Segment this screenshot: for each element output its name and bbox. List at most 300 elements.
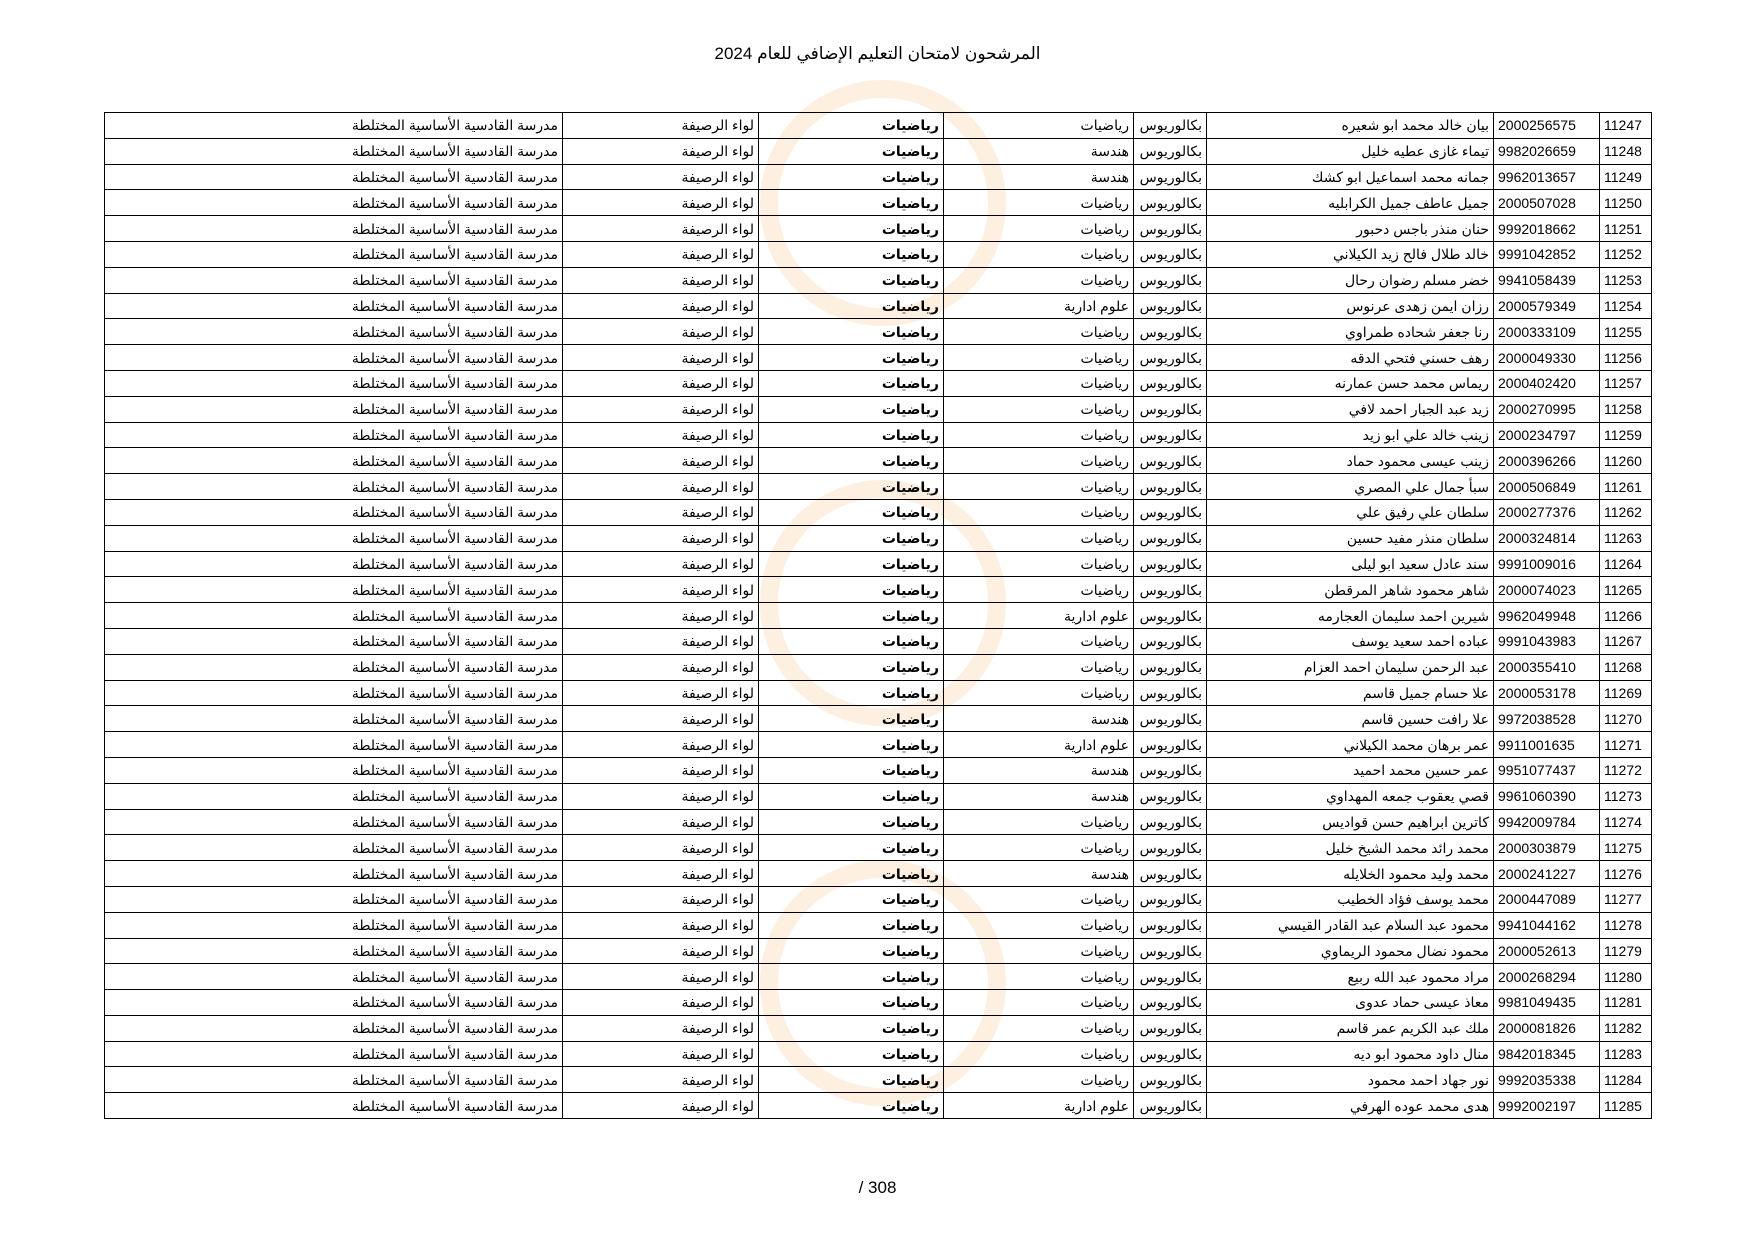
candidate-name-cell: عباده احمد سعيد يوسف xyxy=(1207,628,1494,654)
candidate-name-cell: عمر حسين محمد احميد xyxy=(1207,757,1494,783)
specialization-cell: رياضيات xyxy=(944,1067,1134,1093)
district-cell: لواء الرصيفة xyxy=(563,732,759,758)
district-cell: لواء الرصيفة xyxy=(563,783,759,809)
table-row xyxy=(105,396,1652,422)
national-id-cell: 9842018345 xyxy=(1494,1041,1600,1067)
seat-number-cell: 11266 xyxy=(1600,603,1652,629)
seat-number-cell: 11253 xyxy=(1600,267,1652,293)
degree-cell: بكالوريوس xyxy=(1134,216,1207,242)
national-id-cell: 9992035338 xyxy=(1494,1067,1600,1093)
national-id-cell: 9991042852 xyxy=(1494,241,1600,267)
seat-number-cell: 11252 xyxy=(1600,241,1652,267)
candidate-name-cell: كاترين ابراهيم حسن قواديس xyxy=(1207,809,1494,835)
school-cell: مدرسة القادسية الأساسية المختلطة xyxy=(105,345,563,371)
district-cell: لواء الرصيفة xyxy=(563,370,759,396)
exam-subject-cell: رياضيات xyxy=(759,448,944,474)
candidate-name-cell: بيان خالد محمد ابو شعيره xyxy=(1207,113,1494,139)
national-id-cell: 2000579349 xyxy=(1494,293,1600,319)
candidate-name-cell: خالد طلال فالح زيد الكيلاني xyxy=(1207,241,1494,267)
table-row xyxy=(105,964,1652,990)
table-row xyxy=(105,783,1652,809)
district-cell: لواء الرصيفة xyxy=(563,216,759,242)
school-cell: مدرسة القادسية الأساسية المختلطة xyxy=(105,448,563,474)
candidate-name-cell: جمانه محمد اسماعيل ابو كشك xyxy=(1207,164,1494,190)
district-cell: لواء الرصيفة xyxy=(563,603,759,629)
seat-number-cell: 11254 xyxy=(1600,293,1652,319)
degree-cell: بكالوريوس xyxy=(1134,886,1207,912)
school-cell: مدرسة القادسية الأساسية المختلطة xyxy=(105,551,563,577)
seat-number-cell: 11282 xyxy=(1600,1015,1652,1041)
national-id-cell: 2000396266 xyxy=(1494,448,1600,474)
exam-subject-cell: رياضيات xyxy=(759,912,944,938)
school-cell: مدرسة القادسية الأساسية المختلطة xyxy=(105,809,563,835)
specialization-cell: رياضيات xyxy=(944,654,1134,680)
candidate-name-cell: رزان ايمن زهدى عرنوس xyxy=(1207,293,1494,319)
exam-subject-cell: رياضيات xyxy=(759,190,944,216)
exam-subject-cell: رياضيات xyxy=(759,113,944,139)
table-row xyxy=(105,370,1652,396)
district-cell: لواء الرصيفة xyxy=(563,1041,759,1067)
table-row xyxy=(105,499,1652,525)
district-cell: لواء الرصيفة xyxy=(563,267,759,293)
table-row xyxy=(105,757,1652,783)
specialization-cell: رياضيات xyxy=(944,551,1134,577)
degree-cell: بكالوريوس xyxy=(1134,938,1207,964)
seat-number-cell: 11259 xyxy=(1600,422,1652,448)
seat-number-cell: 11269 xyxy=(1600,680,1652,706)
candidate-name-cell: مراد محمود عبد الله ربيع xyxy=(1207,964,1494,990)
table-row xyxy=(105,138,1652,164)
specialization-cell: رياضيات xyxy=(944,990,1134,1016)
school-cell: مدرسة القادسية الأساسية المختلطة xyxy=(105,603,563,629)
specialization-cell: رياضيات xyxy=(944,1041,1134,1067)
table-row xyxy=(105,1067,1652,1093)
exam-subject-cell: رياضيات xyxy=(759,1015,944,1041)
degree-cell: بكالوريوس xyxy=(1134,422,1207,448)
exam-subject-cell: رياضيات xyxy=(759,680,944,706)
specialization-cell: رياضيات xyxy=(944,448,1134,474)
table-row xyxy=(105,938,1652,964)
table-row xyxy=(105,603,1652,629)
seat-number-cell: 11262 xyxy=(1600,499,1652,525)
candidate-name-cell: سند عادل سعيد ابو ليلى xyxy=(1207,551,1494,577)
specialization-cell: رياضيات xyxy=(944,912,1134,938)
school-cell: مدرسة القادسية الأساسية المختلطة xyxy=(105,861,563,887)
national-id-cell: 9941058439 xyxy=(1494,267,1600,293)
table-row xyxy=(105,293,1652,319)
candidate-name-cell: ملك عبد الكريم عمر قاسم xyxy=(1207,1015,1494,1041)
table-row xyxy=(105,113,1652,139)
table-row xyxy=(105,190,1652,216)
table-row xyxy=(105,551,1652,577)
school-cell: مدرسة القادسية الأساسية المختلطة xyxy=(105,319,563,345)
specialization-cell: هندسة xyxy=(944,861,1134,887)
degree-cell: بكالوريوس xyxy=(1134,525,1207,551)
district-cell: لواء الرصيفة xyxy=(563,861,759,887)
candidate-name-cell: خضر مسلم رضوان رحال xyxy=(1207,267,1494,293)
candidate-name-cell: عمر برهان محمد الكيلاني xyxy=(1207,732,1494,758)
school-cell: مدرسة القادسية الأساسية المختلطة xyxy=(105,525,563,551)
degree-cell: بكالوريوس xyxy=(1134,783,1207,809)
district-cell: لواء الرصيفة xyxy=(563,757,759,783)
school-cell: مدرسة القادسية الأساسية المختلطة xyxy=(105,267,563,293)
school-cell: مدرسة القادسية الأساسية المختلطة xyxy=(105,1015,563,1041)
district-cell: لواء الرصيفة xyxy=(563,345,759,371)
seat-number-cell: 11248 xyxy=(1600,138,1652,164)
district-cell: لواء الرصيفة xyxy=(563,499,759,525)
candidate-name-cell: سلطان منذر مفيد حسين xyxy=(1207,525,1494,551)
school-cell: مدرسة القادسية الأساسية المختلطة xyxy=(105,654,563,680)
exam-subject-cell: رياضيات xyxy=(759,861,944,887)
candidate-name-cell: معاذ عيسى حماد عدوى xyxy=(1207,990,1494,1016)
degree-cell: بكالوريوس xyxy=(1134,319,1207,345)
exam-subject-cell: رياضيات xyxy=(759,757,944,783)
school-cell: مدرسة القادسية الأساسية المختلطة xyxy=(105,499,563,525)
school-cell: مدرسة القادسية الأساسية المختلطة xyxy=(105,938,563,964)
school-cell: مدرسة القادسية الأساسية المختلطة xyxy=(105,732,563,758)
national-id-cell: 2000053178 xyxy=(1494,680,1600,706)
specialization-cell: رياضيات xyxy=(944,113,1134,139)
specialization-cell: رياضيات xyxy=(944,938,1134,964)
table-row xyxy=(105,216,1652,242)
district-cell: لواء الرصيفة xyxy=(563,886,759,912)
national-id-cell: 2000447089 xyxy=(1494,886,1600,912)
school-cell: مدرسة القادسية الأساسية المختلطة xyxy=(105,680,563,706)
degree-cell: بكالوريوس xyxy=(1134,912,1207,938)
specialization-cell: علوم ادارية xyxy=(944,1093,1134,1119)
degree-cell: بكالوريوس xyxy=(1134,577,1207,603)
school-cell: مدرسة القادسية الأساسية المختلطة xyxy=(105,1067,563,1093)
specialization-cell: علوم ادارية xyxy=(944,293,1134,319)
seat-number-cell: 11263 xyxy=(1600,525,1652,551)
specialization-cell: رياضيات xyxy=(944,886,1134,912)
district-cell: لواء الرصيفة xyxy=(563,241,759,267)
school-cell: مدرسة القادسية الأساسية المختلطة xyxy=(105,628,563,654)
district-cell: لواء الرصيفة xyxy=(563,1067,759,1093)
district-cell: لواء الرصيفة xyxy=(563,525,759,551)
table-row xyxy=(105,474,1652,500)
seat-number-cell: 11251 xyxy=(1600,216,1652,242)
specialization-cell: رياضيات xyxy=(944,809,1134,835)
exam-subject-cell: رياضيات xyxy=(759,964,944,990)
candidate-name-cell: علا حسام جميل قاسم xyxy=(1207,680,1494,706)
school-cell: مدرسة القادسية الأساسية المختلطة xyxy=(105,113,563,139)
table-row xyxy=(105,835,1652,861)
exam-subject-cell: رياضيات xyxy=(759,886,944,912)
school-cell: مدرسة القادسية الأساسية المختلطة xyxy=(105,216,563,242)
school-cell: مدرسة القادسية الأساسية المختلطة xyxy=(105,577,563,603)
exam-subject-cell: رياضيات xyxy=(759,783,944,809)
table-row xyxy=(105,525,1652,551)
table-row xyxy=(105,886,1652,912)
specialization-cell: رياضيات xyxy=(944,345,1134,371)
exam-subject-cell: رياضيات xyxy=(759,267,944,293)
seat-number-cell: 11271 xyxy=(1600,732,1652,758)
district-cell: لواء الرصيفة xyxy=(563,938,759,964)
candidate-name-cell: محمود عبد السلام عبد القادر القيسي xyxy=(1207,912,1494,938)
candidate-name-cell: شيرين احمد سليمان العجارمه xyxy=(1207,603,1494,629)
seat-number-cell: 11255 xyxy=(1600,319,1652,345)
national-id-cell: 9992002197 xyxy=(1494,1093,1600,1119)
seat-number-cell: 11283 xyxy=(1600,1041,1652,1067)
exam-subject-cell: رياضيات xyxy=(759,628,944,654)
specialization-cell: رياضيات xyxy=(944,577,1134,603)
degree-cell: بكالوريوس xyxy=(1134,396,1207,422)
degree-cell: بكالوريوس xyxy=(1134,138,1207,164)
school-cell: مدرسة القادسية الأساسية المختلطة xyxy=(105,138,563,164)
candidate-name-cell: حنان منذر باجس دحبور xyxy=(1207,216,1494,242)
candidate-name-cell: ريماس محمد حسن عمارنه xyxy=(1207,370,1494,396)
district-cell: لواء الرصيفة xyxy=(563,1015,759,1041)
national-id-cell: 2000303879 xyxy=(1494,835,1600,861)
table-row xyxy=(105,267,1652,293)
degree-cell: بكالوريوس xyxy=(1134,370,1207,396)
national-id-cell: 9982026659 xyxy=(1494,138,1600,164)
district-cell: لواء الرصيفة xyxy=(563,319,759,345)
district-cell: لواء الرصيفة xyxy=(563,448,759,474)
national-id-cell: 9951077437 xyxy=(1494,757,1600,783)
specialization-cell: رياضيات xyxy=(944,396,1134,422)
national-id-cell: 2000355410 xyxy=(1494,654,1600,680)
school-cell: مدرسة القادسية الأساسية المختلطة xyxy=(105,241,563,267)
exam-subject-cell: رياضيات xyxy=(759,1041,944,1067)
specialization-cell: رياضيات xyxy=(944,628,1134,654)
national-id-cell: 9972038528 xyxy=(1494,706,1600,732)
exam-subject-cell: رياضيات xyxy=(759,319,944,345)
specialization-cell: هندسة xyxy=(944,783,1134,809)
candidate-name-cell: نور جهاد احمد محمود xyxy=(1207,1067,1494,1093)
candidate-name-cell: قصي يعقوب جمعه المهداوي xyxy=(1207,783,1494,809)
district-cell: لواء الرصيفة xyxy=(563,396,759,422)
exam-subject-cell: رياضيات xyxy=(759,216,944,242)
specialization-cell: رياضيات xyxy=(944,216,1134,242)
degree-cell: بكالوريوس xyxy=(1134,1015,1207,1041)
seat-number-cell: 11279 xyxy=(1600,938,1652,964)
candidate-name-cell: محمد رائد محمد الشيخ خليل xyxy=(1207,835,1494,861)
school-cell: مدرسة القادسية الأساسية المختلطة xyxy=(105,912,563,938)
national-id-cell: 2000402420 xyxy=(1494,370,1600,396)
school-cell: مدرسة القادسية الأساسية المختلطة xyxy=(105,190,563,216)
exam-subject-cell: رياضيات xyxy=(759,577,944,603)
degree-cell: بكالوريوس xyxy=(1134,448,1207,474)
national-id-cell: 2000052613 xyxy=(1494,938,1600,964)
national-id-cell: 2000256575 xyxy=(1494,113,1600,139)
exam-subject-cell: رياضيات xyxy=(759,1093,944,1119)
seat-number-cell: 11260 xyxy=(1600,448,1652,474)
exam-subject-cell: رياضيات xyxy=(759,370,944,396)
school-cell: مدرسة القادسية الأساسية المختلطة xyxy=(105,164,563,190)
degree-cell: بكالوريوس xyxy=(1134,732,1207,758)
exam-subject-cell: رياضيات xyxy=(759,706,944,732)
district-cell: لواء الرصيفة xyxy=(563,680,759,706)
school-cell: مدرسة القادسية الأساسية المختلطة xyxy=(105,370,563,396)
seat-number-cell: 11281 xyxy=(1600,990,1652,1016)
national-id-cell: 2000506849 xyxy=(1494,474,1600,500)
candidate-name-cell: هدى محمد عوده الهرفي xyxy=(1207,1093,1494,1119)
school-cell: مدرسة القادسية الأساسية المختلطة xyxy=(105,964,563,990)
district-cell: لواء الرصيفة xyxy=(563,990,759,1016)
specialization-cell: رياضيات xyxy=(944,370,1134,396)
table-row xyxy=(105,448,1652,474)
school-cell: مدرسة القادسية الأساسية المختلطة xyxy=(105,396,563,422)
national-id-cell: 2000049330 xyxy=(1494,345,1600,371)
national-id-cell: 2000268294 xyxy=(1494,964,1600,990)
school-cell: مدرسة القادسية الأساسية المختلطة xyxy=(105,422,563,448)
table-row xyxy=(105,706,1652,732)
seat-number-cell: 11267 xyxy=(1600,628,1652,654)
candidate-name-cell: محمد وليد محمود الخلايله xyxy=(1207,861,1494,887)
district-cell: لواء الرصيفة xyxy=(563,912,759,938)
candidate-name-cell: سبأ جمال علي المصري xyxy=(1207,474,1494,500)
national-id-cell: 9911001635 xyxy=(1494,732,1600,758)
candidates-table xyxy=(104,112,1652,1119)
national-id-cell: 9941044162 xyxy=(1494,912,1600,938)
table-row xyxy=(105,912,1652,938)
exam-subject-cell: رياضيات xyxy=(759,474,944,500)
seat-number-cell: 11257 xyxy=(1600,370,1652,396)
specialization-cell: رياضيات xyxy=(944,499,1134,525)
district-cell: لواء الرصيفة xyxy=(563,551,759,577)
district-cell: لواء الرصيفة xyxy=(563,628,759,654)
degree-cell: بكالوريوس xyxy=(1134,757,1207,783)
school-cell: مدرسة القادسية الأساسية المختلطة xyxy=(105,1041,563,1067)
degree-cell: بكالوريوس xyxy=(1134,1067,1207,1093)
school-cell: مدرسة القادسية الأساسية المختلطة xyxy=(105,474,563,500)
candidate-name-cell: علا رافت حسين قاسم xyxy=(1207,706,1494,732)
school-cell: مدرسة القادسية الأساسية المختلطة xyxy=(105,1093,563,1119)
district-cell: لواء الرصيفة xyxy=(563,577,759,603)
seat-number-cell: 11250 xyxy=(1600,190,1652,216)
specialization-cell: علوم ادارية xyxy=(944,603,1134,629)
table-row xyxy=(105,809,1652,835)
exam-subject-cell: رياضيات xyxy=(759,990,944,1016)
degree-cell: بكالوريوس xyxy=(1134,809,1207,835)
district-cell: لواء الرصيفة xyxy=(563,835,759,861)
table-row xyxy=(105,861,1652,887)
district-cell: لواء الرصيفة xyxy=(563,138,759,164)
candidate-name-cell: شاهر محمود شاهر المرقطن xyxy=(1207,577,1494,603)
seat-number-cell: 11270 xyxy=(1600,706,1652,732)
national-id-cell: 2000277376 xyxy=(1494,499,1600,525)
degree-cell: بكالوريوس xyxy=(1134,345,1207,371)
table-row xyxy=(105,577,1652,603)
national-id-cell: 2000333109 xyxy=(1494,319,1600,345)
exam-subject-cell: رياضيات xyxy=(759,422,944,448)
national-id-cell: 9981049435 xyxy=(1494,990,1600,1016)
specialization-cell: رياضيات xyxy=(944,422,1134,448)
candidate-name-cell: زينب خالد علي ابو زيد xyxy=(1207,422,1494,448)
district-cell: لواء الرصيفة xyxy=(563,1093,759,1119)
specialization-cell: رياضيات xyxy=(944,835,1134,861)
seat-number-cell: 11280 xyxy=(1600,964,1652,990)
degree-cell: بكالوريوس xyxy=(1134,113,1207,139)
candidate-name-cell: محمد يوسف فؤاد الخطيب xyxy=(1207,886,1494,912)
specialization-cell: هندسة xyxy=(944,138,1134,164)
school-cell: مدرسة القادسية الأساسية المختلطة xyxy=(105,783,563,809)
specialization-cell: هندسة xyxy=(944,164,1134,190)
seat-number-cell: 11274 xyxy=(1600,809,1652,835)
district-cell: لواء الرصيفة xyxy=(563,474,759,500)
specialization-cell: رياضيات xyxy=(944,319,1134,345)
candidate-name-cell: محمود نضال محمود الريماوي xyxy=(1207,938,1494,964)
national-id-cell: 9942009784 xyxy=(1494,809,1600,835)
table-row xyxy=(105,680,1652,706)
table-row xyxy=(105,654,1652,680)
seat-number-cell: 11249 xyxy=(1600,164,1652,190)
exam-subject-cell: رياضيات xyxy=(759,551,944,577)
degree-cell: بكالوريوس xyxy=(1134,964,1207,990)
table-row xyxy=(105,422,1652,448)
degree-cell: بكالوريوس xyxy=(1134,835,1207,861)
school-cell: مدرسة القادسية الأساسية المختلطة xyxy=(105,757,563,783)
degree-cell: بكالوريوس xyxy=(1134,267,1207,293)
exam-subject-cell: رياضيات xyxy=(759,241,944,267)
seat-number-cell: 11284 xyxy=(1600,1067,1652,1093)
district-cell: لواء الرصيفة xyxy=(563,654,759,680)
national-id-cell: 9991009016 xyxy=(1494,551,1600,577)
exam-subject-cell: رياضيات xyxy=(759,732,944,758)
district-cell: لواء الرصيفة xyxy=(563,164,759,190)
candidate-name-cell: رنا جعفر شحاده طمراوي xyxy=(1207,319,1494,345)
exam-subject-cell: رياضيات xyxy=(759,396,944,422)
seat-number-cell: 11261 xyxy=(1600,474,1652,500)
school-cell: مدرسة القادسية الأساسية المختلطة xyxy=(105,990,563,1016)
school-cell: مدرسة القادسية الأساسية المختلطة xyxy=(105,293,563,319)
table-row xyxy=(105,1093,1652,1119)
exam-subject-cell: رياضيات xyxy=(759,1067,944,1093)
seat-number-cell: 11276 xyxy=(1600,861,1652,887)
degree-cell: بكالوريوس xyxy=(1134,628,1207,654)
exam-subject-cell: رياضيات xyxy=(759,499,944,525)
seat-number-cell: 11265 xyxy=(1600,577,1652,603)
exam-subject-cell: رياضيات xyxy=(759,835,944,861)
national-id-cell: 2000234797 xyxy=(1494,422,1600,448)
school-cell: مدرسة القادسية الأساسية المختلطة xyxy=(105,886,563,912)
degree-cell: بكالوريوس xyxy=(1134,603,1207,629)
degree-cell: بكالوريوس xyxy=(1134,241,1207,267)
table-row xyxy=(105,241,1652,267)
seat-number-cell: 11277 xyxy=(1600,886,1652,912)
candidate-name-cell: رهف حسني فتحي الدقه xyxy=(1207,345,1494,371)
seat-number-cell: 11258 xyxy=(1600,396,1652,422)
specialization-cell: رياضيات xyxy=(944,190,1134,216)
degree-cell: بكالوريوس xyxy=(1134,474,1207,500)
district-cell: لواء الرصيفة xyxy=(563,809,759,835)
page-number: 308 / xyxy=(858,1178,897,1197)
exam-subject-cell: رياضيات xyxy=(759,654,944,680)
exam-subject-cell: رياضيات xyxy=(759,938,944,964)
specialization-cell: علوم ادارية xyxy=(944,732,1134,758)
school-cell: مدرسة القادسية الأساسية المختلطة xyxy=(105,835,563,861)
specialization-cell: هندسة xyxy=(944,706,1134,732)
candidate-name-cell: زيد عبد الجبار احمد لافي xyxy=(1207,396,1494,422)
degree-cell: بكالوريوس xyxy=(1134,499,1207,525)
seat-number-cell: 11268 xyxy=(1600,654,1652,680)
specialization-cell: رياضيات xyxy=(944,1015,1134,1041)
specialization-cell: رياضيات xyxy=(944,241,1134,267)
degree-cell: بكالوريوس xyxy=(1134,990,1207,1016)
seat-number-cell: 11264 xyxy=(1600,551,1652,577)
seat-number-cell: 11256 xyxy=(1600,345,1652,371)
district-cell: لواء الرصيفة xyxy=(563,113,759,139)
candidate-name-cell: تيماء غازى عطيه خليل xyxy=(1207,138,1494,164)
candidate-name-cell: عبد الرحمن سليمان احمد العزام xyxy=(1207,654,1494,680)
table-row xyxy=(105,164,1652,190)
degree-cell: بكالوريوس xyxy=(1134,1041,1207,1067)
national-id-cell: 2000074023 xyxy=(1494,577,1600,603)
seat-number-cell: 11272 xyxy=(1600,757,1652,783)
specialization-cell: رياضيات xyxy=(944,525,1134,551)
